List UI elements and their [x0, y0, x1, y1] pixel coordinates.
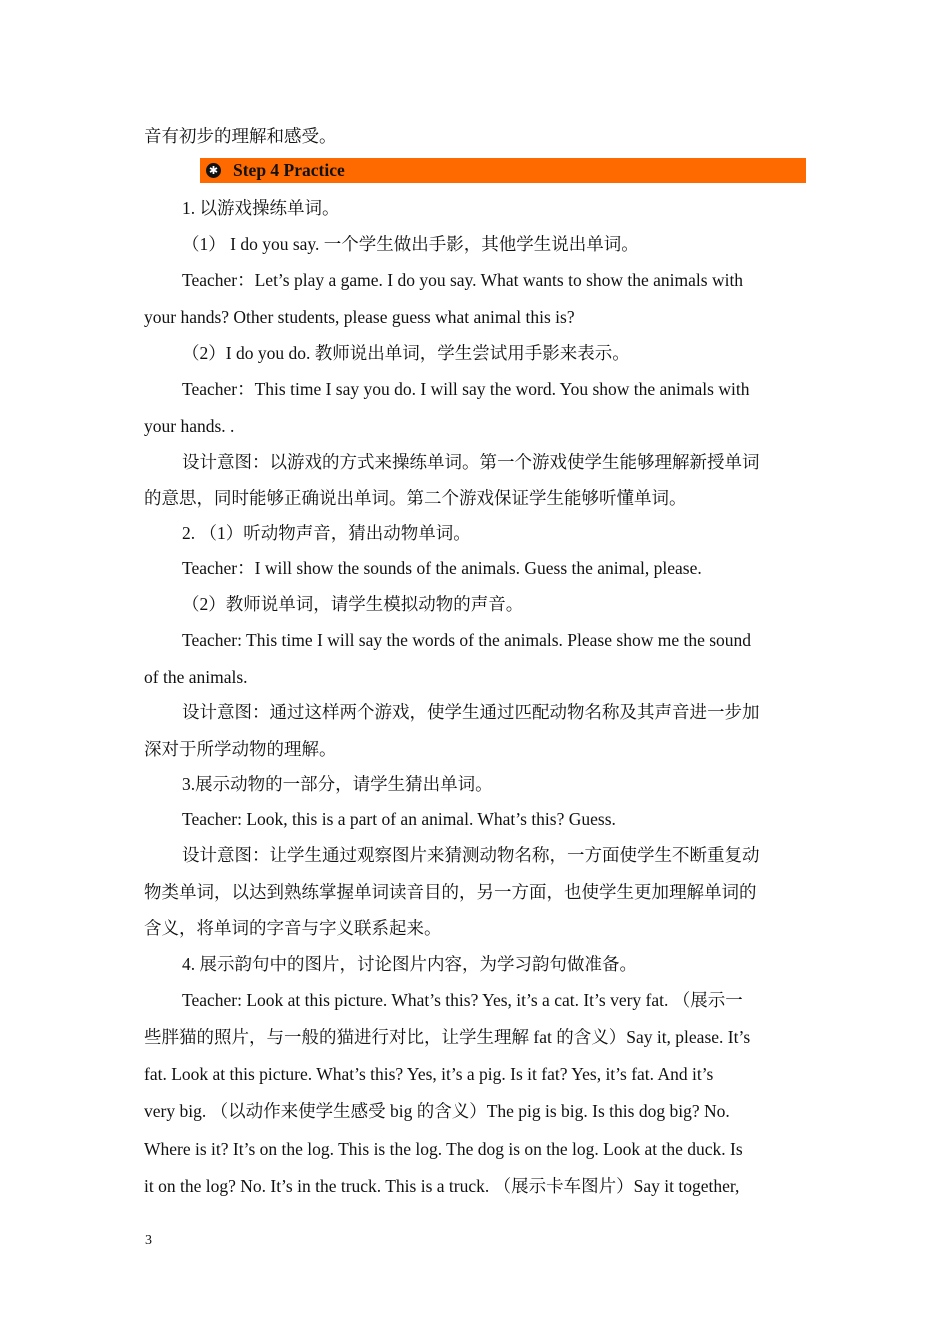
text-line: fat. Look at this picture. What’s this? Yes, it’s a pig. Is it fat? Yes, it’s fat. And it’s: [144, 1064, 714, 1084]
page-number: 3: [145, 1233, 152, 1248]
text-line: 含义，将单词的字音与字义联系起来。: [144, 918, 442, 938]
text-line: of the animals.: [144, 667, 248, 687]
text-line: Where is it? It’s on the log. This is the log. The dog is on the log. Look at the duck. Is: [144, 1139, 743, 1159]
text-line: your hands. .: [144, 416, 235, 436]
text-line: Teacher：I will show the sounds of the animals. Guess the animal, please.: [182, 558, 702, 578]
text-line: （2）I do you do. 教师说出单词，学生尝试用手影来表示。: [182, 343, 630, 363]
text-line: Teacher：Let’s play a game. I do you say. What wants to show the animals with: [182, 270, 744, 290]
text-line: Teacher: Look, this is a part of an animal. What’s this? Guess.: [182, 809, 616, 829]
text-line: Teacher：This time I say you do. I will say the word. You show the animals with: [182, 379, 750, 399]
text-line: it on the log? No. It’s in the truck. This is a truck. （展示卡车图片）Say it together,: [144, 1176, 740, 1196]
text-line: 设计意图：通过这样两个游戏，使学生通过匹配动物名称及其声音进一步加: [182, 702, 760, 722]
text-line: 的意思，同时能够正确说出单词。第二个游戏保证学生能够听懂单词。: [144, 488, 687, 508]
text-line: very big. （以动作来使学生感受 big 的含义）The pig is big. Is this dog big? No.: [144, 1101, 730, 1121]
text-line: 3.展示动物的一部分，请学生猜出单词。: [182, 774, 493, 794]
text-line: 些胖猫的照片，与一般的猫进行对比，让学生理解 fat 的含义）Say it, please. It’s: [144, 1027, 751, 1047]
star-circle-icon: ✱: [206, 163, 221, 178]
text-line: 4. 展示韵句中的图片，讨论图片内容，为学习韵句做准备。: [182, 954, 637, 974]
text-line: 1. 以游戏操练单词。: [182, 198, 340, 218]
text-line: 设计意图：让学生通过观察图片来猜测动物名称，一方面使学生不断重复动: [182, 845, 760, 865]
text-line: 深对于所学动物的理解。: [144, 739, 337, 759]
text-line: （2）教师说单词，请学生模拟动物的声音。: [182, 594, 524, 614]
text-line: 2. （1）听动物声音，猜出动物单词。: [182, 523, 471, 543]
step-header: [200, 158, 806, 183]
step-title: Step 4 Practice: [233, 160, 345, 180]
text-line: 音有初步的理解和感受。: [144, 126, 337, 146]
text-line: 物类单词，以达到熟练掌握单词读音目的，另一方面，也使学生更加理解单词的: [144, 882, 757, 902]
text-line: （1） I do you say. 一个学生做出手影，其他学生说出单词。: [182, 234, 639, 254]
text-line: Teacher: This time I will say the words of the animals. Please show me the sound: [182, 630, 752, 650]
text-line: 设计意图：以游戏的方式来操练单词。第一个游戏使学生能够理解新授单词: [182, 452, 760, 472]
text-line: Teacher: Look at this picture. What’s this? Yes, it’s a cat. It’s very fat. （展示一: [182, 990, 743, 1010]
text-line: your hands? Other students, please guess what animal this is?: [144, 307, 575, 327]
